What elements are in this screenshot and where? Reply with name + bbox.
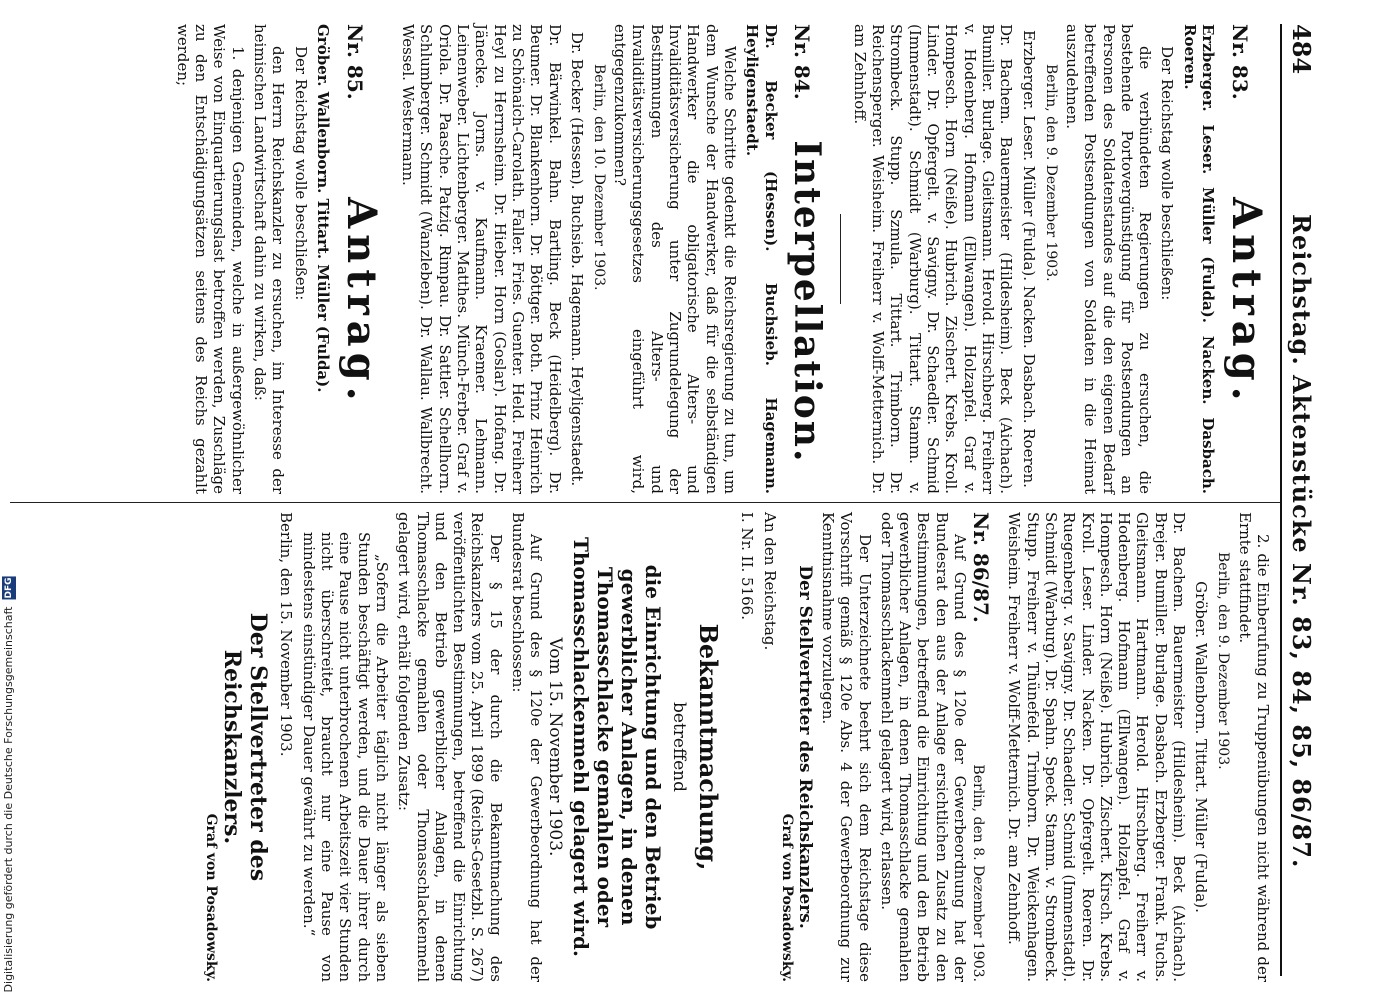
nr84-number: Nr. 84. xyxy=(789,24,814,100)
nr83-movers: Erzberger. Leser. Müller (Fulda). Nacken. Dasbach. Roeren. xyxy=(1180,24,1217,494)
nr84-text: Welche Schritte gedenkt die Reichsregierung zu tun, um dem Wunsche der Handwerker, daß für die selbständigen Handwerker die obligatorische Alters- und Invaliditätsversicherung unter Zugrundelegung der Bestimmungen des Alters- und Invaliditätsversicherungsgesetzes eingeführt wird, entgegenzukommen? xyxy=(611,24,739,494)
nr86-text2: Der Unterzeichnete beehrt sich dem Reichstage diese Vorschrift gemäß § 120e Abs. 4 der Gewerbeordnung zur Kenntnisnahme vorzulegen. xyxy=(818,512,874,982)
funding-note xyxy=(2,576,16,992)
nr86-sig-title: Der Stellvertreter des Reichskanzlers. xyxy=(794,565,815,929)
nr85-movers: Gröber. Wallenborn. Tittart. Müller (Fulda). xyxy=(313,24,332,393)
nr84-movers: Dr. Becker (Hessen). Buchsieb. Hagemann. Heyligenstaedt. xyxy=(743,24,780,494)
left-column xyxy=(10,24,1272,494)
nr84-signers: Dr. Becker (Hessen). Buchsieb. Hagemann. Heyligenstaedt. xyxy=(567,31,586,487)
bekanntmachung-date: Berlin, den 15. November 1903. xyxy=(277,512,296,757)
nr83-signers: Erzberger. Leser. Müller (Fulda). Nacken. Dasbach. Roeren. xyxy=(1019,30,1038,488)
nr86-number: Nr. 86/87. xyxy=(969,512,994,623)
dfg-logo: DFG xyxy=(4,576,14,598)
bekanntmachung-sig-title: Der Stellvertreter des Reichskanzlers. xyxy=(219,612,272,882)
bekanntmachung-heading: Bekanntmachung, xyxy=(694,623,724,871)
nr85-heading: Antrag. xyxy=(337,197,385,407)
nr83-number: Nr. 83. xyxy=(1228,24,1252,100)
nr85-number: Nr. 85. xyxy=(342,24,367,100)
funding-note-text: Digitalisierung gefördert durch die Deutsche Forschungsgemeinschaft xyxy=(2,606,15,992)
nr86-date: Berlin, den 8. Dezember 1903. xyxy=(970,764,987,982)
nr86-text: Auf Grund des § 120e der Gewerbeordnung hat der Bundesrat den aus der Anlage ersichtlichen Zusatz zu den Bestimmungen, betreffend die Einrichtung und den Betrieb gewerblicher Anlagen, in denen Thomasschlacke gemahlen oder Thomasschlackenmehl gelagert wird, erlassen. xyxy=(877,512,970,982)
nr85-supporters: Dr. Bachem. Bauermeister (Hildesheim). Beck (Aichach). Brejer. Bumiller. Burlage. Dasbach. Erzberger. Frank. Fuchs. Gleitsmann. Hartmann. Herold. Hirschberg. Freiherr v. Hodenberg. Hofmann (Ellwangen). Holzapfel. Graf v. Hompesch. Horn (Neiße). Hubrich. Zischert. Kirsch. Krebs. Kroll. Leser. Linder. Nacken. Dr. Opfergelt. Roeren. Dr. Ruegenberg. v. Savigny. Dr. Schaedler. Schmid (Immenstadt). Schmidt (Warburg). Dr. Spahn. Speck. Stamm. v. Strombeck. Stupp. Freiherr v. Thünefeld. Trimborn. Dr. Weickenhagen. Weisheim. Freiherr v. Wolff-Metternich. Dr. am Zehnhoff. xyxy=(1005,512,1189,982)
nr85-signers: Gröber. Wallenborn. Tittart. Müller (Fulda). xyxy=(1192,581,1211,913)
bekanntmachung-title: die Einrichtung und den Betrieb gewerblicher Anlagen, in denen Thomasschlacke gemahlen oder Thomasschlackenmehl gelagert wird. xyxy=(569,537,666,957)
nr83-supporters: Dr. Bachem. Bauermeister (Hildesheim). Beck (Aichach). Bumiller. Burlage. Gleitsmann. Herold. Hirschberg. Freiherr v. Hodenberg. Hofmann (Ellwangen). Holzapfel. Graf v. Hompesch. Horn (Neiße). Hubrich. Zischert. Krebs. Kroll. Linder. Dr. Opfergelt. v. Savigny. Dr. Schaedler. Schmid (Immenstadt). Schmidt (Warburg). Tittart. Stamm. v. Strombeck. Stupp. Szmula. Tittart. Trimborn. Dr. Reichensperger. Weisheim. Freiherr v. Wolff-Metternich. Dr. am Zehnhoff. xyxy=(850,24,1016,494)
nr83-heading: Antrag. xyxy=(1223,197,1270,407)
page-header xyxy=(1280,24,1316,976)
nr86-sig-name: Graf von Posadowsky. xyxy=(778,813,795,982)
nr83-text: die verbündeten Regierungen zu ersuchen, die bestehende Portovergünstigung für Postsendungen an Personen des Soldatenstandes auf die den eigenen Bedarf betreffenden Postsendungen von Soldaten in die Heimat auszudehnen. xyxy=(1062,24,1155,494)
bekanntmachung-quote: „Sofern die Arbeiter täglich nicht länger als sieben Stunden beschäftigt werden, und die Dauer ihrer durch eine Pause nicht unterbrochenen Arbeitszeit vier Stunden nicht überschreitet, braucht nur eine Pause von mindestens einstündiger Dauer gewährt zu werden.“ xyxy=(299,532,391,982)
nr83-date: Berlin, den 9. Dezember 1903. xyxy=(1042,64,1059,282)
nr83-title-row xyxy=(1217,24,1272,494)
separator xyxy=(840,214,841,304)
column-divider xyxy=(10,502,1280,503)
nr84-heading: Interpellation. xyxy=(785,140,828,464)
nr85-text1: den Herrn Reichskanzler zu ersuchen, im Interesse der heimischen Landwirtschaft dahin zu wirken, daß: xyxy=(250,24,288,494)
nr86-title-row xyxy=(969,512,993,982)
nr84-date: Berlin, den 10. Dezember 1903. xyxy=(590,64,607,291)
nr85-item2: 2. die Einberufung zu Truppenübungen nicht während der Ernte stattfindet. xyxy=(1235,512,1272,982)
nr85-date: Berlin, den 9. Dezember 1903. xyxy=(1215,552,1232,770)
nr85-intro: Der Reichstag wolle beschließen: xyxy=(291,46,310,301)
page-header-title: Reichstag. Aktenstücke Nr. 83, 84, 85, 86/87. xyxy=(1287,214,1316,869)
nr84-supporters: Dr. Bärwinkel. Bahn. Bartling. Beck (Heidelberg). Dr. Beumer. Dr. Blankenhorn. Dr. Böttger. Both. Prinz Heinrich zu Schönaich-Carolath. Faller. Fries. Guenter. Held. Freiherr Heyl zu Herrnsheim. Dr. Hieber. Horn (Goslar). Hofang. Dr. Jänecke. Jorns. v. Kaufmann. Kraemer. Lehmann. Leinenweber. Lichtenberger. Matthes. Münch-Ferber. Graf v. Oriola. Dr. Paasche. Patzig. Rimpau. Dr. Sattler. Schellhorn. Schlumberger. Schmidt (Wanzleben). Dr. Wallau. Wallbrecht. Wessel. Westermann. xyxy=(399,24,564,494)
nr86-addressee: An den Reichstag. xyxy=(760,512,779,651)
bekanntmachung-text2: Der § 15 der durch die Bekanntmachung des Reichskanzlers vom 25. April 1899 (Reichs-Gesetzbl. S. 267) veröffentlichten Bestimmungen, betreffend die Einrichtung und den Betrieb gewerblicher Anlagen, in denen Thomasschlacke gemahlen oder Thomasschlackenmehl gelagert wird, erhält folgenden Zusatz: xyxy=(395,512,505,982)
right-column xyxy=(10,512,1272,982)
nr83-intro: Der Reichstag wolle beschließen: xyxy=(1158,46,1177,301)
nr85-title-row xyxy=(332,24,387,494)
page-number: 484 xyxy=(1287,24,1316,75)
nr85-item1: 1. denjenigen Gemeinden, welche in außergewöhnlicher Weise von Einquartierungslast betroffen werden, Zuschläge zu den Entschädigungsätzen seitens des Reichs gezahlt werden; xyxy=(173,24,247,494)
bekanntmachung-subheading: betreffend xyxy=(669,702,690,792)
bekanntmachung-sig-name: Graf von Posadowsky. xyxy=(203,813,220,982)
bekanntmachung-text1: Auf Grund des § 120e der Gewerbeordnung hat der Bundesrat beschlossen: xyxy=(509,512,546,982)
bekanntmachung-date-line: Vom 15. November 1903. xyxy=(545,637,566,857)
nr86-ref: I. Nr. II. 5166. xyxy=(738,512,757,620)
nr84-title-row xyxy=(780,24,830,494)
